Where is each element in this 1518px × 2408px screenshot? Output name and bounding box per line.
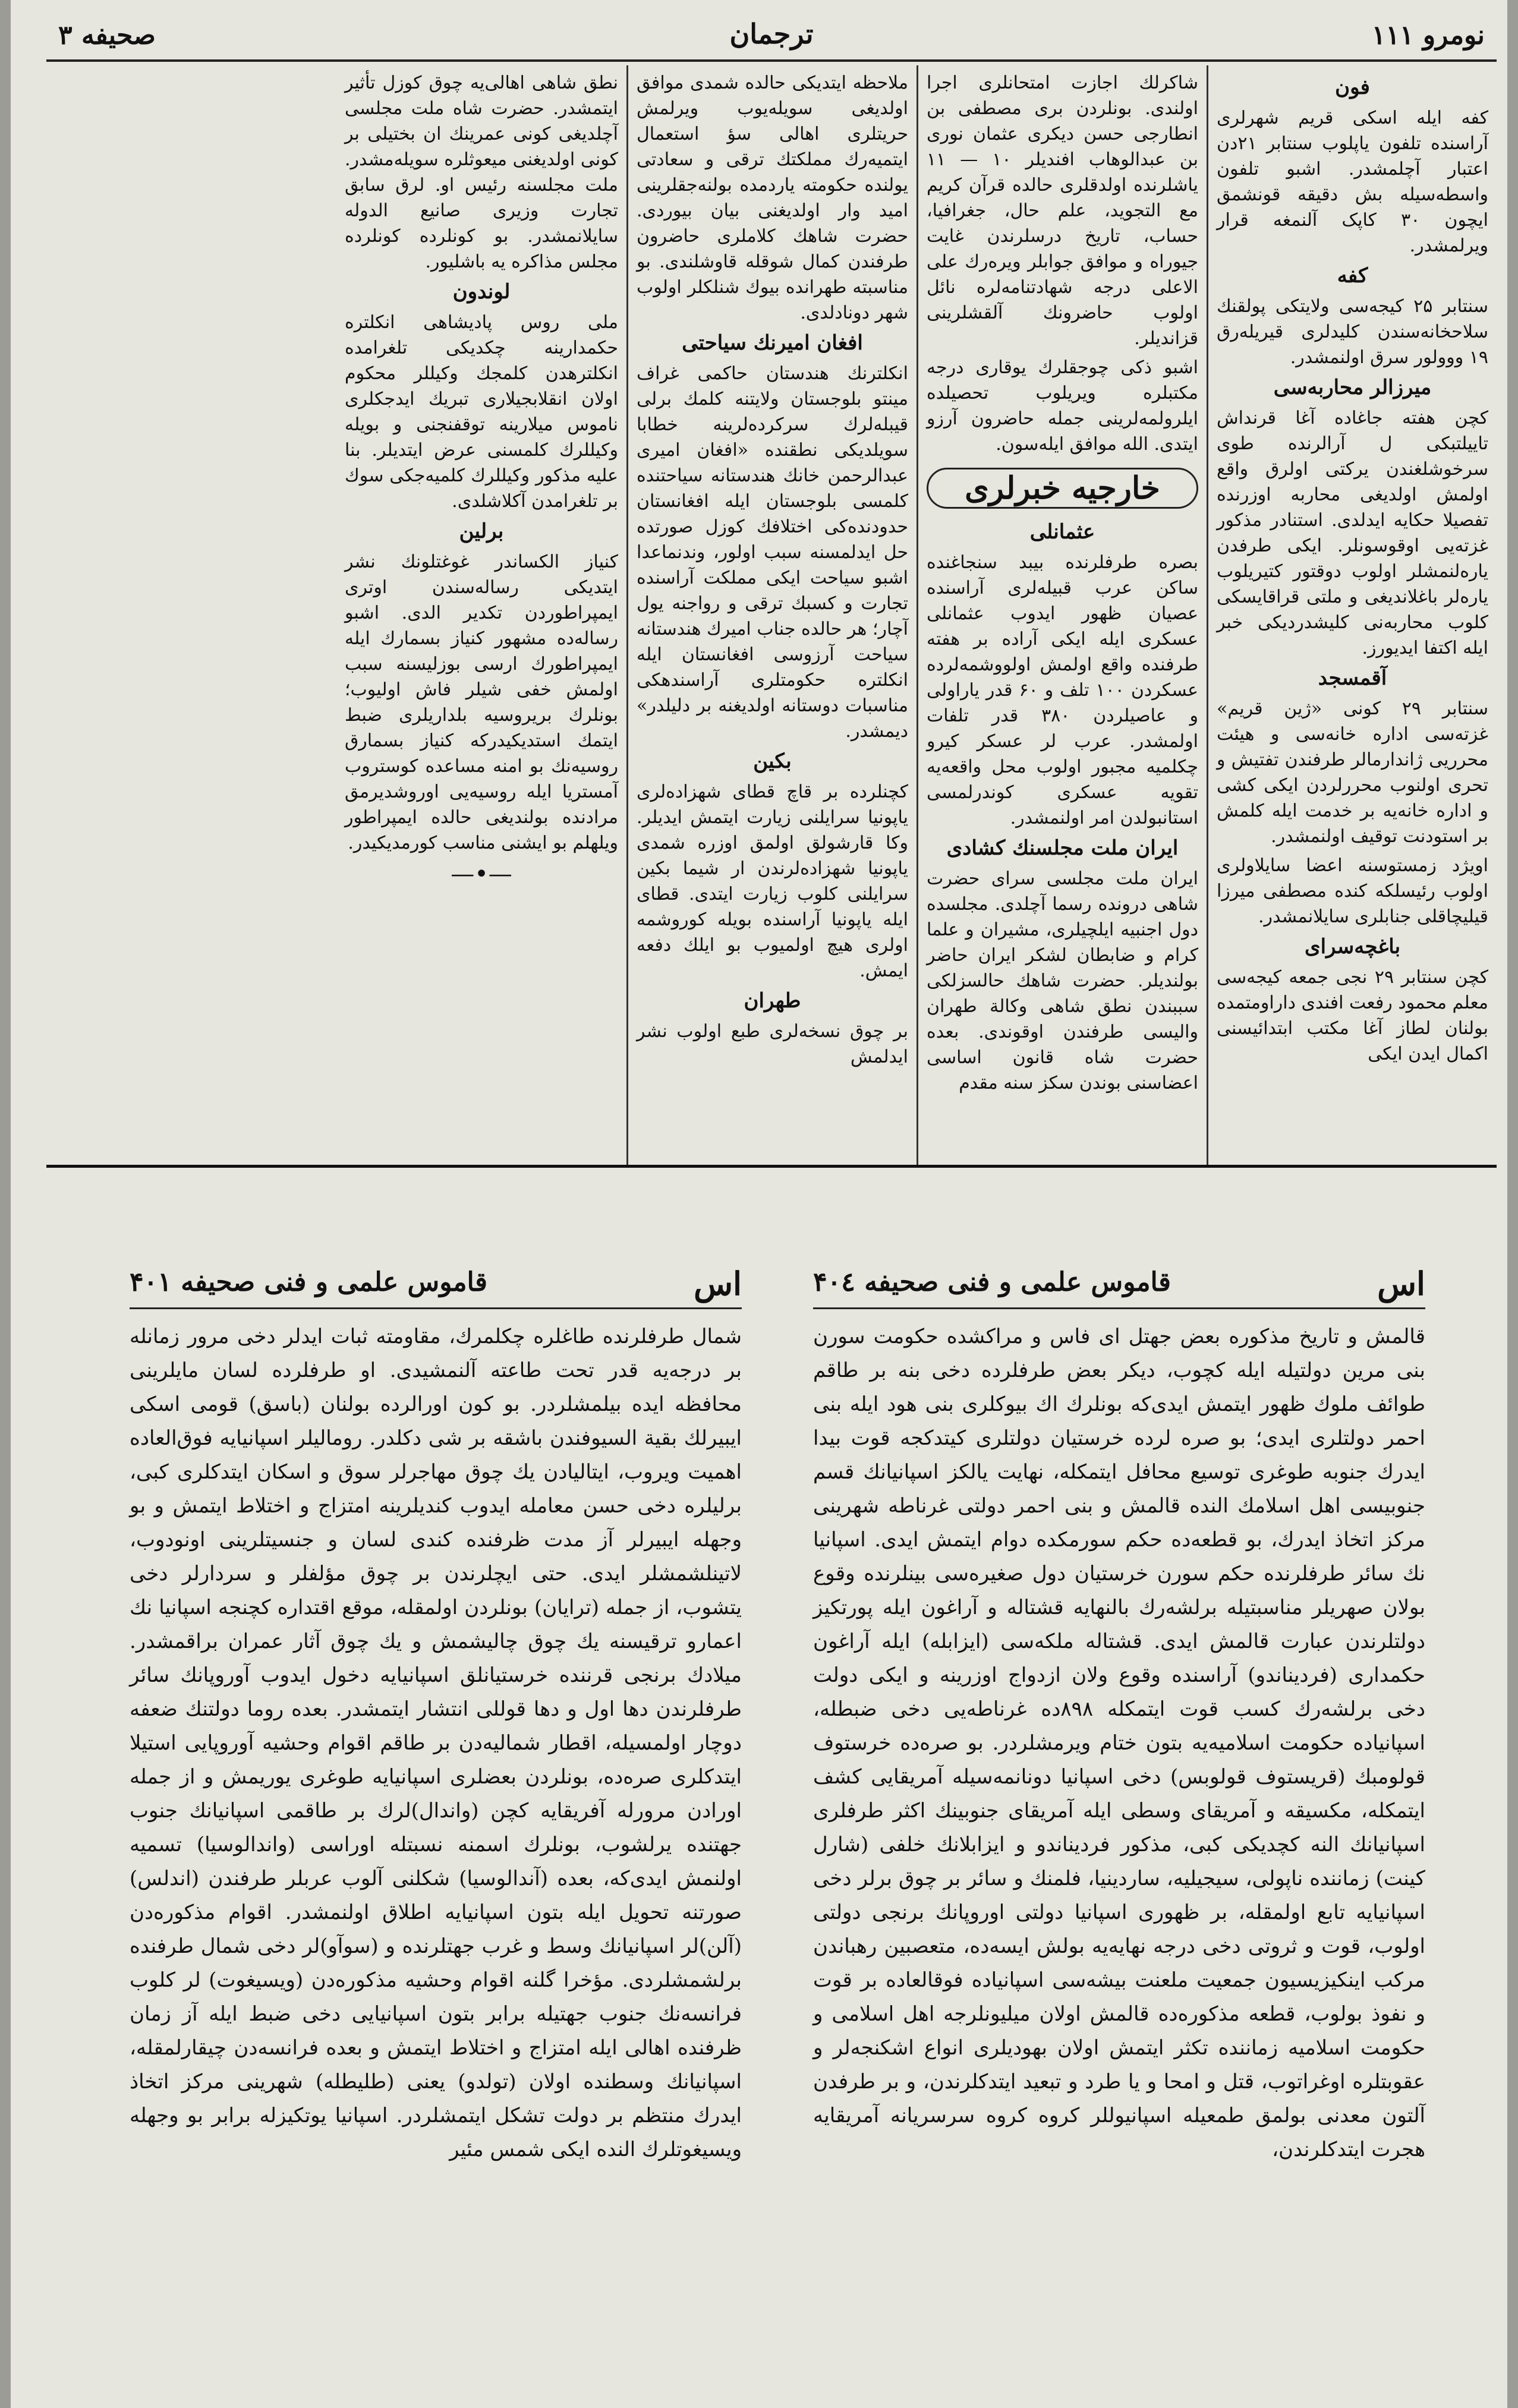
- section-heading: برلین: [459, 519, 504, 543]
- section-heading: عثمانلی: [1029, 520, 1095, 544]
- article-paragraph: بر چوق نسخه‌لری طبع اولوب نشر ایدلمش: [637, 1021, 908, 1067]
- section-heading: لوندون: [452, 280, 511, 304]
- issue-number: نومرو ۱۱۱: [1371, 20, 1485, 51]
- article-paragraph: شاکرلك اجازت امتحانلری اجرا اولندی. بونلردن بری مصطفی بن انطارجی حسن دیکری عثمان نوری بن عبدالوهاب افندیلر ۱۰ — ۱۱ یاشلرنده اولدقلری حالده قرآن کریم مع التجوید، علم حال، جغرافیا، حساب، تاریخ درسلرندن غایت جیوراه و موافق جوابلر ویره‌رك علی الاعلی درجه شهادتنامه‌لره نائل اولوب حاضرونك آلقشلرینی قزاندیلر.: [927, 73, 1198, 349]
- dictionary-page-left: [130, 1260, 742, 2383]
- dictionary-paragraph: شمال طرفلرنده طاغلره چکلمرك، مقاومته ثبات ایدلر دخی مرور زمانله بر درجه‌یه قدر تحت طاعته آلنمشیدی. او طرفلرده لسان مایلرینی محافظه ایده بیلمشلردر. بو کون اورالرده بولنان (باسق) قومی اسکی ایبیرلك بقیة السیوفندن باشقه بر شی دکلدر. رومالیلر اسپانیایه فوق‌العاده اهمیت ویروب، ایتالیادن یك چوق مهاجرلر سوق و اسکان ایتدکلری کبی، برلیلره دخی حسن معامله ایدوب کندیلرینه امتزاج و اختلاط ایتمش و بو وجهله ایبیرلر آز مدت ظرفنده کندی لسان و جنسیتلرینی اونودوب، لاتینلشمشلر ایدی. حتی ایچلرندن بر چوق مؤلفلر و سردارلر دخی یتشوب، از جمله (ترایان) بونلردن اولمقله، موقع اقتداره کچنجه اسپانیا نك اعمارو ترقیسنه یك چوق چالیشمش و یك چوق آثار عمران براقمشدر. میلادك برنجی قرننده خرستیانلق اسپانیایه دخول ایدوب آوروپانك سائر طرفلرندن دها اول و دها قوللی انتشار ایتمشدر. بعده روما دولتنك ضعفه دوچار اولمسیله، اقطار شمالیه‌دن بر طاقم اقوام وحشیه آوروپایی استیلا ایتدکلری صره‌ده، بونلردن بعضلری اسپانیایه طوغری یوریمش و از جمله اورادن مرورله آفریقایه کچن (واندال)لرك بر طاقمی اسپانیانك جنوب جهتنده یرلشوب، بونلرك اسمنه نسبتله اوراسی (واندالوسیا) تسمیه اولنمش ایدی‌که، بعده (آندالوسیا) شکلنی آلوب عربلر طرفندن (اندلس) صورتنه تحویل ایله بتون اسپانیایه اطلاق اولنمشدر. اقوام مذکوره‌دن (آلن)لر اسپانیانك وسط و غرب جهتلرنده و (سوآو)لر دخی شمال طرفنده برلشمشلردی. مؤخرا گلنه اقوام وحشیه مذکوره‌دن (ویسیغوت) لر کلوب فرانسه‌نك جنوب جهتیله برابر بتون اسپانیایی دخی ضبط ایله آز زمان ظرفنده اهالی ایله امتزاج و اختلاط ایتمش و بعده فرانسه‌دن چیقارلمقله، اسپانیانك وسطنده اولان (تولدو) یعنی (طلیطله) شهرینی مرکز اتخاذ ایدرك منتظم بر دولت تشکل ایتمشلردر. اسپانیا یوتکیزله برابر بو وجهله ویسیغوتلرك النده ایکی شمس مئیر: [130, 1325, 742, 2161]
- dictionary-paragraph: قالمش و تاریخ مذکوره بعض جهتل ای فاس و مراکشده حکومت سورن بنی مرین دولتیله ایله کچوب، دیکر بعض طرفلرده دخی بنه بر طاقم طوائف ملوك ظهور ایتمش ایدی‌که بونلرك اك بیوکلری بنی هود ایله بنی احمر دولتلری ایدی؛ بو صره لرده خرستیان دولتلری کیتدکجه قوت بیدا ایدرك جنوبه طوغری توسیع محافل ایتمکله، نهایت یالکز اسپانیانك قسم جنوبیسی اهل اسلامك النده قالمش و بنی احمر دولتی غرناطه شهرینی مرکز اتخاذ ایدرك، بو قطعه‌ده حکم سورمکده دوام ایتمش ایدی. اسپانیا نك سائر طرفلرنده حکم سورن خرستیان دول صغیره‌سی بینلرنده وقوع بولان صهریلر مناسبتیله برلشه‌رك بالنهایه قشتاله و آراغون ایله پورتکیز دولتلرندن عبارت قالمش ایدی. قشتاله ملکه‌سی (ایزابله) ایله آراغون حکمداری (فردیناندو) آراسنده وقوع ولان ازدواج اوزرینه و ایکی دولت دخی برلشه‌رك کسب قوت ایتمکله ۸۹۸ده غرناطه‌یی دخی ضبطله، اسپانیاده حکومت اسلامیه‌یه بتون ختام ویرمشلردر. بو صره‌ده خرستوف قولومبك (قریستوف قولوبس) دخی اسپانیا دونانمه‌سیله آمریقایی کشف ایتمکله، مکسیقه و آمریقای وسطی ایله آمریقای جنوبینك اکثر طرفلری اسپانیانك النه کچدیکی کبی، مذکور فردیناندو و ایزابلانك خلفی (شارل کینت) زماننده ناپولی، سیجیلیه، ساردینیا، فلمنك و سائر بر چوق برلر دخی اسپانیایه تابع اولمقله، بر ظهوری اسپانیا دولتی اوروپانك برنجی دولتی اولوب، قوت و ثروتی دخی درجه نهایه‌یه بولش ایسه‌ده، متعصبین رهباندن مرکب اینکیزیسیون جمعیت ملعنت بیشه‌سی اسپانیاده فوقالعاده بر قوت و نفوذ بولوب، قطعه مذکوره‌ده قالمش اولان میلیونلرجه اهل اسلامی و حکومت اسلامیه زماننده تکثر ایتمش اولان بهودیلری انواع اشکنجه‌لر و عقوبتلره اوغراتوب، قتل و امحا و یا طرد و تبعید ایتدکلرندن، و بر طرفدن آلتون معدنی بولمق طمعیله اسپانیوللر کروه کروه سرسریانه آمریقایه هجرت ایتدکلرندن،: [813, 1325, 1425, 2161]
- ornament-divider: —•—: [451, 861, 512, 888]
- article-paragraph: ملی روس پادیشاهی انکلتره حکمدارینه چکدیکی تلغرامده انکلترهدن کلمجك وکیللر محکوم اولان انقلابجیلاری تبریك ایدجکلری ناموس میلارینه توقفنجنی و بویله وکیللرك کلمسنی عرض ایتدیلر. بنا علیه مذکور وکیللرك کلمیه‌جکی سوك بر تلغرامدن آکلاشلدی.: [345, 312, 618, 512]
- dictionary-title: قاموس علمی و فنی صحیفه ۴۰٤: [813, 1267, 1171, 1297]
- section-heading: فون: [1335, 75, 1370, 99]
- article-paragraph: ملاحظه ایتدیکی حالده شمدی موافق اولدیغی سویله‌یوب ویرلمش حریتلری اهالی سؤ استعمال ایتمیه‌رك مملکتك ترقی و سعادتی یولنده حکومته یاردمده بولنه‌جقلرینی امید وار اولدیغنی بیان بیوردی. حضرت شاهك کلاملری حاضرون طرفندن کمال شوقله قاوشلندی. بو مناسبته طهرانده بیوك شنلکلر اولوب شهر دونادلدی.: [637, 73, 908, 323]
- section-heading: کفه: [1337, 264, 1368, 288]
- page-label: صحیفه ٣: [58, 20, 156, 51]
- news-column: [336, 65, 626, 1165]
- section-heading: طهران: [744, 989, 801, 1013]
- section-heading: میرزالر محاربه‌سی: [1273, 376, 1432, 399]
- article-paragraph: کچن سنتابر ۲۹ نجی جمعه کیجه‌سی معلم محمود رفعت افندی داراومتمده بولنان لطاز آغا مکتب ابتدائیسنی اکمال ایدن ایکی: [1217, 967, 1489, 1064]
- news-column: [1207, 65, 1497, 1165]
- article-paragraph: انکلترنك هندستان حاکمی غراف مینتو بلوجستان ولایتنه کلمك برلی قیبله‌لرك سرکرده‌لرینه خطابا سویلدیکی نطقنده «افغان امیری عبدالرحمن خانك هندستانه سیاحتنده کلمسی بلوجستان ایله افغانستان حدودنده‌کی اختلافك کوزل صورتده حل ایدلمسنه سبب اولور، وندنماعدا اشبو سیاحت ایکی مملکت آراسنده تجارت و کسبك ترقی و رواجنه یول آچار؛ هر حالده جناب امیرك هندستانه سیاحت آرزوسی افغانستان ایله انکلتره حکومتلری آراسندهکی مناسبات دوستانه اولدیغنه بر دلیلدر» دیمشدر.: [637, 363, 908, 742]
- section-heading: ایران ملت مجلسنك کشادی: [946, 836, 1179, 860]
- article-paragraph: کچن هفته جاغاده آغا قرنداش تاییلتبکی ل آرالرنده طوی سرخوشلغندن یرکتی اولرق واقع اولمش اولدیغی محاربه اوزرنده تفصیلا حکایه ایدلدی. استنادر مذکور غزته‌یی اوقوسونلر. ایکی طرفدن یاره‌لنمشلر اولوب دوقتور کتیریلوب یاره‌لر باغلاندیغی و ملتی قراقایسکی کلوب محاربه‌نی کلیشدردیکی خبر ایله اکتفا ایدیورز.: [1217, 408, 1488, 658]
- article-paragraph: کنیاز الکساندر غوغتلونك نشر ایتدیکی رساله‌سندن اوتری ایمپراطوردن تکدیر الدی. اشبو رساله‌ده مشهور کنیاز بسمارك ایله ایمپراطورك ارسی بوزلیسنه سبب اولمش خفی شیلر فاش اولیوب؛ بونلرك بریروسیه بلداریلری ضبط ایتمك استدیکیدرکه کنیاز بسمارق روسیه‌نك بو امنه مساعده کوستروب آمستریا ایله روسیه‌یی اوروشدیرمق مرادنده بولندیغی حالده ایمپراطور ویلهلم بو ایشنی مناسب کورمدیکیدر.: [345, 551, 618, 853]
- dictionary-header: [813, 1260, 1425, 1309]
- section-banner: خارجیه خبرلری: [927, 468, 1198, 509]
- masthead: [46, 12, 1497, 62]
- article-paragraph: کفه ایله اسکی قریم شهرلری آراسنده تلفون یاپلوب سنتابر ۲۱دن اعتبار آچلمشدر. اشبو تلفون واسطه‌سیله بش دقیقه قونشمق ایچون ۳۰ کاپک آلنمغه قرار ویرلمشدر.: [1217, 108, 1488, 256]
- section-heading: باغچه‌سرای: [1304, 935, 1401, 959]
- article-paragraph: ایران ملت مجلسی سرای حضرت شاهی درونده رسما آچلدی. مجلسده دول اجنبیه ایلچیلری، مشیران و علما کرام و ضابطان لشکر ایران حاضر بولندیلر. حضرت شاهك حالسزلکی سببندن نطق شاهی وکالة طهران والیسی طرفندن اوقوندی. بعده حضرت شاه قانون اساسی اعضاسنی بوندن سکز سنه مقدم: [927, 868, 1198, 1093]
- section-heading: افغان امیرنك سیاحتی: [682, 331, 863, 355]
- headword: اس: [1377, 1265, 1425, 1303]
- article-paragraph: سنتابر ۲۵ کیجه‌سی ولایتکی پولقنك سلاحخانه‌سندن کلیدلری قیریله‌رق ۱۹ ووولور سرق اولنمشدر.: [1217, 296, 1488, 368]
- section-heading: آقمسجد: [1318, 666, 1387, 690]
- dictionary-text: [813, 1320, 1425, 2167]
- headword: اس: [694, 1265, 742, 1303]
- dictionary-header: [130, 1260, 742, 1309]
- article-paragraph: کچنلرده بر قاچ قطای شهزاده‌لری یاپونیا سرایلنی زیارت ایتمش ایدیلر. وکا قارشولق اولمق اوزره شمدی یاپونیا شهزاده‌لرندن ار شیما بکین سرایلنی کلوب زیارت ایتدی. قطای ایله یاپونیا آراسنده بویله کوروشمه اولری هیچ اولمیوب بو ایلك دفعه ایمش.: [637, 781, 908, 981]
- article-paragraph: اشبو ذکی چوجقلرك یوقاری درجه مکتبلره ویریلوب تحصیلده ایلرولمه‌لرینی جمله حاضرون آرزو ایتدی. الله موافق ایله‌سون.: [927, 357, 1198, 455]
- dictionary-text: [130, 1320, 742, 2167]
- article-paragraph: بصره طرفلرنده بیبد سنجاغنده ساکن عرب قبیله‌لری آراسنده عصیان ظهور ایدوب عثمانلی عسکری ایله ایکی آراده بر هفته طرفنده واقع اولمش اولووشمه‌لرده عسکردن ۱۰۰ تلف و ۶۰ قدر یاراولی و عاصیلردن ۳۸۰ قدر تلفات اولمشدر. عرب لر عسکر کیرو چکلمیه مجبور اولوب محل واقعه‌یه تقویه عسکری کوندرلمسی استانبولدن امر اولنمشدر.: [927, 552, 1198, 828]
- column-bottom-rule: [46, 1165, 1497, 1168]
- article-paragraph: نطق شاهی اهالی‌یه چوق کوزل تأثیر ایتمشدر. حضرت شاه ملت مجلسی آچلدیغی کونی عمرینك ان بختیلی بر کونی اولدیغنی میعوثلره سویله‌مشدر. ملت مجلسنه رئیس او. لرق سابق تجارت وزیری صانیع الدوله سایلانمشدر. بو کونلرده کونلرده مجلس مذاکره یه باشلیور.: [345, 73, 618, 272]
- section-heading: بکین: [753, 749, 792, 773]
- dictionary-page-right: [813, 1260, 1425, 2383]
- paper-sheet: [11, 0, 1507, 2408]
- newspaper-page: [46, 12, 1497, 1177]
- news-column: [626, 65, 917, 1165]
- article-paragraph: سنتابر ۲۹ کونی «ژین قریم» غزته‌سی اداره خانه‌سی و هیئت محرریی ژاندارمالر طرفندن تفتیش و تحری اولنوب محررلردن ایکی کشی و اداره خانه‌یه بر خدمت ایله کلمش بر استودنت توقیف اولنمشدر.: [1217, 698, 1488, 847]
- news-columns: [46, 65, 1497, 1165]
- dictionary-spread: [130, 1260, 1425, 2389]
- article-paragraph: اویژد زمستوسنه اعضا سایلاولری اولوب رئیسلکه کنده مصطفی میرزا قیلیچاقلی جنابلری سایلانمشدر.: [1217, 855, 1488, 927]
- news-column: [917, 65, 1207, 1165]
- dictionary-title: قاموس علمی و فنی صحیفه ۴۰۱: [130, 1267, 487, 1297]
- paper-name: ترجمان: [729, 18, 814, 50]
